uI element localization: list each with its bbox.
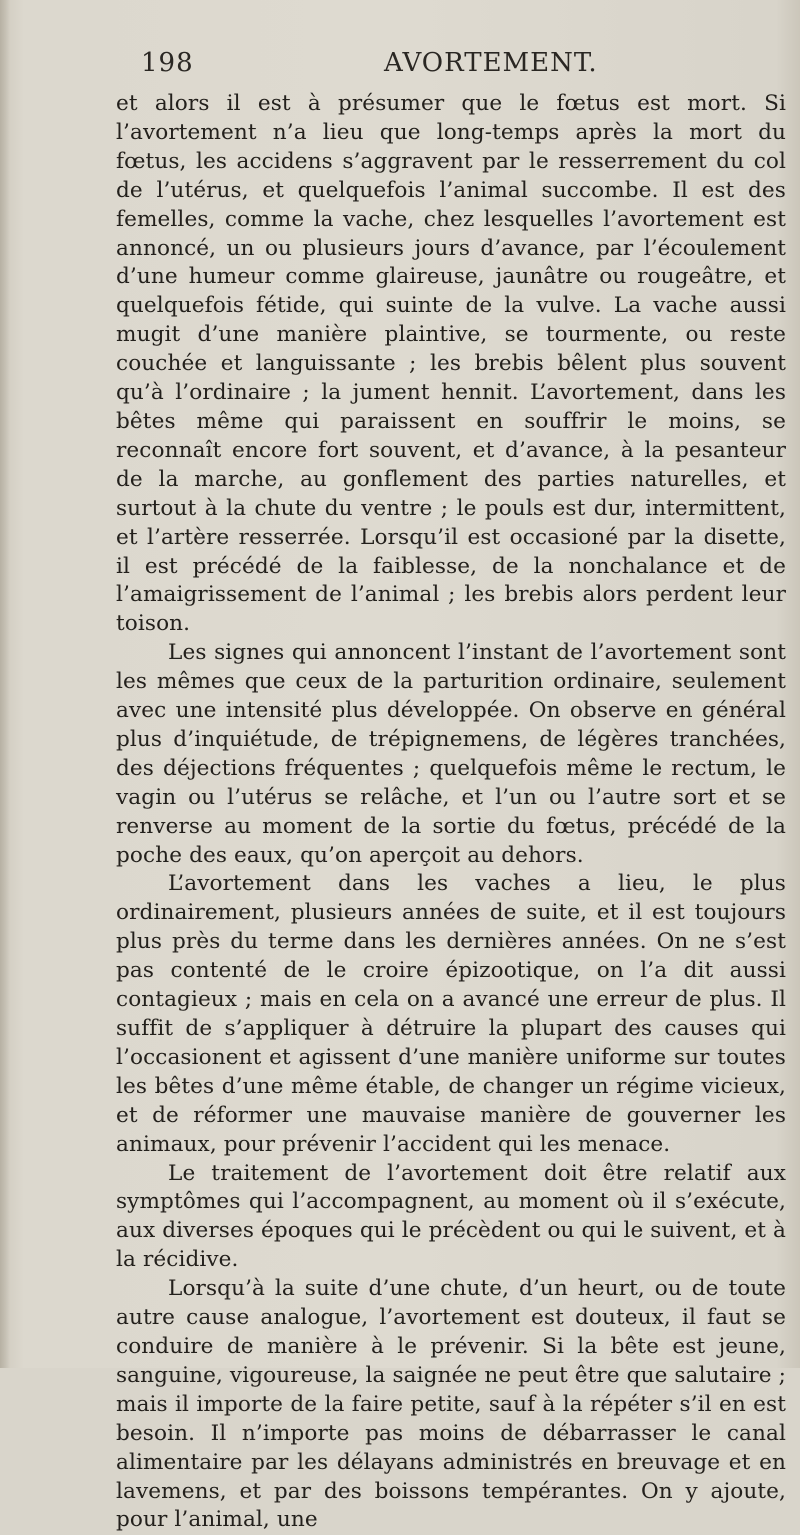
paragraph-abortion-in-cows: L’avortement dans les vaches a lieu, le plus ordinairement, plusieurs années de suite, et il est toujours plus près du terme dans les dernières années. On ne s’est pas contenté de le croire épizootique, on l’a dit aussi contagieux ; mais en cela on a avancé une erreur de plus. Il suffit de s’appliquer à détruire la plupart des causes qui l’occasionent et agissent d’une manière uniforme sur toutes les bêtes d’une même étable, de changer un régime vicieux, et de réformer une mauvaise manière de gouverner les animaux, pour prévenir l’accident qui les menace.	[116, 871, 786, 1157]
paragraph-signs-of-abortion: Les signes qui annoncent l’instant de l’avortement sont les mêmes que ceux de la parturition ordinaire, seulement avec une intensité plus développée. On observe en général plus d’inquiétude, de trépignemens, de légères tranchées, des déjections fréquentes ; quelquefois même le rectum, le vagin ou l’utérus se relâche, et l’un ou l’autre sort et se renverse au moment de la sortie du fœtus, précédé de la poche des eaux, qu’on aperçoit au dehors.	[116, 640, 786, 868]
page-number: 198	[141, 48, 194, 78]
running-title: AVORTEMENT.	[384, 48, 598, 78]
paragraph-treatment: Le traitement de l’avortement doit être relatif aux symptômes qui l’accompagnent, au moment où il s’exécute, aux diverses époques qui le précèdent ou qui le suivent, et à la récidive.	[116, 1160, 786, 1273]
paragraph-continuation: et alors il est à présumer que le fœtus est mort. Si l’avortement n’a lieu que long-temps après la mort du fœtus, les accidens s’aggravent par le resserrement du col de l’utérus, et quelquefois l’animal succombe. Il est des femelles, comme la vache, chez lesquelles l’avortement est annoncé, un ou plusieurs jours d’avance, par l’écoulement d’une humeur comme glaireuse, jaunâtre ou rougeâtre, et quelquefois fétide, qui suinte de la vulve. La vache aussi mugit d’une manière plaintive, se tourmente, ou reste couchée et languissante ; les brebis bêlent plus souvent qu’à l’ordinaire ; la jument hennit. L’avortement, dans les bêtes même qui paraissent en souffrir le moins, se reconnaît encore fort souvent, et d’avance, à la pesanteur de la marche, au gonflement des parties naturelles, et surtout à la chute du ventre ; le pouls est dur, intermittent, et l’artère resserrée. Lorsqu’il est occasioné par la disette, il est précédé de la faiblesse, de la nonchalance et de l’amaigrissement de l’animal ; les brebis alors perdent leur toison.	[116, 91, 786, 637]
page-binding-shadow	[0, 0, 10, 1368]
paragraph-prevention: Lorsqu’à la suite d’une chute, d’un heurt, ou de toute autre cause analogue, l’avortement est douteux, il faut se conduire de manière à le prévenir. Si la bête est jeune, sanguine, vigoureuse, la saignée ne peut être que salutaire ; mais il importe de la faire petite, sauf à la répéter s’il en est besoin. Il n’importe pas moins de débarrasser le canal alimentaire par les délayans administrés en breuvage et en lavemens, et par des boissons tempérantes. On y ajoute, pour l’animal, une	[116, 1276, 786, 1533]
body-text	[116, 90, 786, 1535]
page-header	[141, 48, 781, 88]
